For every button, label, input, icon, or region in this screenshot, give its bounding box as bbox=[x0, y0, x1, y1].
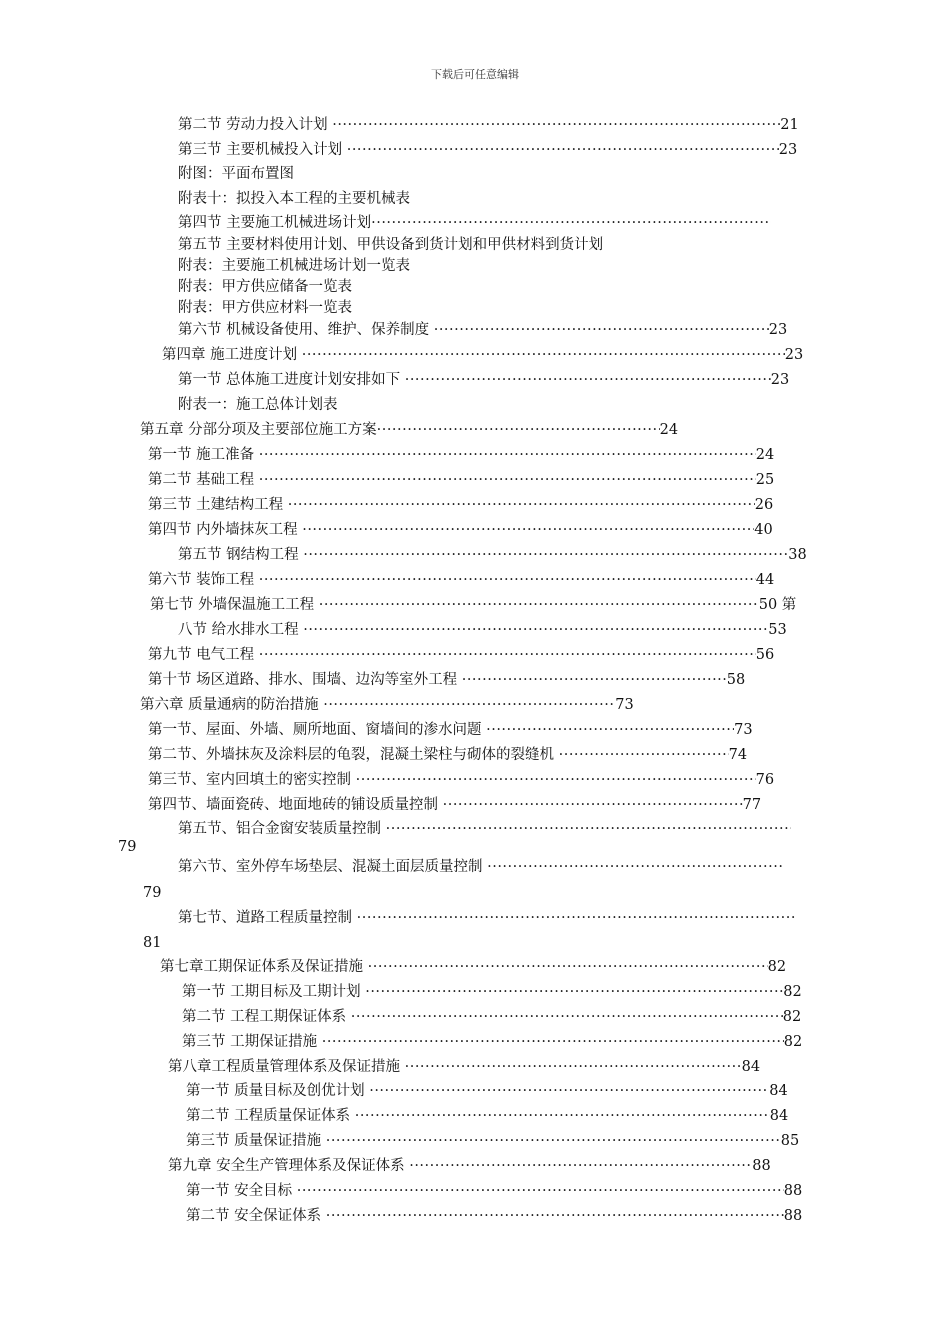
toc-page: 84 bbox=[741, 1059, 761, 1075]
dot-leader bbox=[386, 820, 791, 838]
toc-title: 第二节、外墙抹灰及涂料层的龟裂，混凝土梁柱与砌体的裂缝机 bbox=[148, 747, 559, 763]
toc-page: 73 bbox=[615, 697, 634, 713]
toc-entry bbox=[186, 1182, 802, 1200]
dot-leader bbox=[405, 371, 771, 389]
toc-entry bbox=[178, 909, 797, 927]
toc-page: 84 bbox=[769, 1108, 789, 1124]
toc-entry bbox=[178, 371, 789, 389]
toc-entry bbox=[178, 621, 787, 639]
dot-leader bbox=[319, 596, 759, 614]
toc-title: 第九章 安全生产管理体系及保证体系 bbox=[168, 1158, 410, 1174]
toc-page: 73 bbox=[734, 722, 753, 738]
toc-title: 第一节 安全目标 bbox=[186, 1183, 297, 1199]
dot-leader bbox=[371, 214, 771, 232]
toc-title: 第三节 质量保证措施 bbox=[186, 1133, 326, 1149]
toc-page: 85 bbox=[780, 1133, 800, 1149]
toc-title: 第一节、屋面、外墙、厕所地面、窗墙间的渗水问题 bbox=[148, 722, 487, 738]
toc-page-wrapped: 79 bbox=[143, 885, 162, 901]
toc-page: 84 bbox=[769, 1083, 788, 1099]
toc-page: 23 bbox=[778, 142, 798, 158]
toc-page: 26 bbox=[754, 497, 774, 513]
dot-leader bbox=[302, 346, 785, 364]
dot-leader bbox=[559, 746, 729, 764]
toc-page: 82 bbox=[767, 959, 787, 975]
toc-title: 附表十：拟投入本工程的主要机械表 bbox=[178, 191, 410, 207]
toc-title: 第三节 土建结构工程 bbox=[148, 497, 288, 513]
toc-entry bbox=[148, 671, 745, 689]
toc-page: 77 bbox=[742, 797, 762, 813]
toc-title: 第四章 施工进度计划 bbox=[162, 347, 302, 363]
dot-leader bbox=[332, 116, 780, 134]
toc-title: 第七节、道路工程质量控制 bbox=[178, 910, 357, 926]
toc-entry bbox=[168, 1157, 771, 1175]
toc-entry bbox=[186, 1132, 799, 1150]
dot-leader bbox=[434, 321, 769, 339]
toc-entry bbox=[178, 214, 771, 232]
toc-page: 82 bbox=[782, 1009, 802, 1025]
toc-entry bbox=[148, 571, 774, 589]
toc-title: 第六节 装饰工程 bbox=[148, 572, 259, 588]
dot-leader bbox=[259, 571, 756, 589]
toc-entry bbox=[148, 496, 773, 514]
toc-page: 88 bbox=[752, 1158, 771, 1174]
toc-title: 附表一：施工总体计划表 bbox=[178, 397, 338, 413]
dot-leader bbox=[326, 1207, 784, 1225]
toc-title: 第四节 主要施工机械进场计划 bbox=[178, 215, 372, 231]
toc-entry bbox=[178, 546, 807, 564]
toc-page: 38 bbox=[788, 547, 807, 563]
toc-entry bbox=[148, 446, 774, 464]
toc-page: 25 bbox=[755, 472, 775, 488]
toc-entry bbox=[148, 471, 774, 489]
dot-leader bbox=[259, 446, 756, 464]
toc-page: 24 bbox=[755, 447, 775, 463]
toc-title: 附表：甲方供应材料一览表 bbox=[178, 300, 352, 316]
dot-leader bbox=[351, 1008, 783, 1026]
dot-leader bbox=[323, 696, 615, 714]
dot-leader bbox=[369, 1082, 769, 1100]
dot-leader bbox=[356, 771, 756, 789]
toc-entry bbox=[178, 858, 782, 876]
toc-title: 第五节 钢结构工程 bbox=[178, 547, 304, 563]
toc-page: 76 bbox=[755, 772, 775, 788]
toc-entry bbox=[178, 190, 410, 208]
toc-title: 第二节 劳动力投入计划 bbox=[178, 117, 333, 133]
toc-page: 24 bbox=[659, 422, 679, 438]
toc-entry bbox=[148, 746, 747, 764]
toc-entry bbox=[162, 346, 803, 364]
toc-page: 23 bbox=[784, 347, 804, 363]
toc-title: 第七节 外墙保温施工工程 bbox=[150, 597, 319, 613]
toc-title: 第一节 施工准备 bbox=[148, 447, 259, 463]
toc-title: 第二节 工程工期保证体系 bbox=[182, 1009, 351, 1025]
toc-entry bbox=[178, 278, 352, 296]
toc-title: 第九节 电气工程 bbox=[148, 647, 259, 663]
toc-title: 八节 给水排水工程 bbox=[178, 622, 304, 638]
dot-leader bbox=[303, 546, 788, 564]
dot-leader bbox=[409, 1157, 752, 1175]
page-header: 下载后可任意编辑 bbox=[431, 68, 519, 81]
toc-page: 58 bbox=[726, 672, 746, 688]
toc-entry bbox=[178, 236, 603, 254]
dot-leader bbox=[302, 521, 754, 539]
toc-entry bbox=[150, 596, 796, 614]
toc-entry bbox=[178, 396, 338, 414]
toc-entry bbox=[148, 521, 773, 539]
toc-page: 40 bbox=[754, 522, 773, 538]
toc-entry bbox=[178, 257, 410, 275]
toc-title: 第二节 安全保证体系 bbox=[186, 1208, 326, 1224]
toc-entry bbox=[140, 696, 634, 714]
toc-title: 第三节、室内回填土的密实控制 bbox=[148, 772, 356, 788]
toc-entry bbox=[148, 796, 761, 814]
toc-page: 44 bbox=[755, 572, 775, 588]
toc-title: 附图：平面布置图 bbox=[178, 166, 294, 182]
toc-entry bbox=[178, 299, 352, 317]
toc-entry bbox=[148, 721, 753, 739]
toc-page: 21 bbox=[780, 117, 799, 133]
toc-entry bbox=[148, 771, 774, 789]
toc-entry bbox=[178, 141, 797, 159]
dot-leader bbox=[405, 1058, 742, 1076]
toc-page-wrapped: 79 bbox=[118, 839, 137, 855]
toc-title: 附表：甲方供应储备一览表 bbox=[178, 279, 352, 295]
toc-entry bbox=[182, 1008, 801, 1026]
toc-title: 第四节、墙面瓷砖、地面地砖的铺设质量控制 bbox=[148, 797, 443, 813]
toc-page: 53 bbox=[768, 622, 787, 638]
toc-page: 82 bbox=[783, 984, 802, 1000]
toc-title: 第六节、室外停车场垫层、混凝土面层质量控制 bbox=[178, 859, 488, 875]
dot-leader bbox=[377, 421, 660, 439]
toc-title: 第一节 工期目标及工期计划 bbox=[182, 984, 366, 1000]
toc-entry bbox=[186, 1107, 788, 1125]
toc-title: 第二节 工程质量保证体系 bbox=[186, 1108, 355, 1124]
toc-entry bbox=[140, 421, 678, 439]
toc-page: 50 第 bbox=[758, 597, 797, 613]
toc-entry bbox=[178, 116, 799, 134]
dot-leader bbox=[487, 858, 782, 876]
toc-title: 第二节 基础工程 bbox=[148, 472, 259, 488]
dot-leader bbox=[326, 1132, 781, 1150]
dot-leader bbox=[462, 671, 727, 689]
toc-title: 第三节 工期保证措施 bbox=[182, 1034, 322, 1050]
dot-leader bbox=[443, 796, 743, 814]
dot-leader bbox=[297, 1182, 784, 1200]
toc-title: 第五节、铝合金窗安装质量控制 bbox=[178, 821, 386, 837]
dot-leader bbox=[486, 721, 734, 739]
toc-page: 88 bbox=[783, 1183, 803, 1199]
toc-title: 第三节 主要机械投入计划 bbox=[178, 142, 347, 158]
toc-page: 74 bbox=[728, 747, 748, 763]
toc-entry bbox=[182, 1033, 802, 1051]
dot-leader bbox=[355, 1107, 770, 1125]
toc-title: 第五节 主要材料使用计划、甲供设备到货计划和甲供材料到货计划 bbox=[178, 237, 604, 253]
toc-title: 第十节 场区道路、排水、围墙、边沟等室外工程 bbox=[148, 672, 462, 688]
toc-entry bbox=[148, 646, 774, 664]
toc-title: 第四节 内外墙抹灰工程 bbox=[148, 522, 303, 538]
dot-leader bbox=[288, 496, 755, 514]
toc-page: 56 bbox=[755, 647, 775, 663]
dot-leader bbox=[357, 909, 797, 927]
toc-page: 82 bbox=[783, 1034, 803, 1050]
toc-entry bbox=[182, 983, 802, 1001]
toc-page-wrapped: 81 bbox=[143, 935, 162, 951]
toc-entry bbox=[178, 820, 791, 838]
toc-page: 88 bbox=[783, 1208, 803, 1224]
dot-leader bbox=[368, 958, 768, 976]
dot-leader bbox=[365, 983, 783, 1001]
toc-page: 23 bbox=[768, 322, 788, 338]
toc-entry bbox=[186, 1207, 802, 1225]
toc-entry bbox=[178, 321, 787, 339]
toc-title: 附表：主要施工机械进场计划一览表 bbox=[178, 258, 410, 274]
toc-title: 第七章工期保证体系及保证措施 bbox=[160, 959, 368, 975]
toc-title: 第六节 机械设备使用、维护、保养制度 bbox=[178, 322, 434, 338]
toc-entry bbox=[178, 165, 294, 183]
dot-leader bbox=[259, 646, 756, 664]
dot-leader bbox=[259, 471, 756, 489]
toc-title: 第八章工程质量管理体系及保证措施 bbox=[168, 1059, 405, 1075]
toc-title: 第六章 质量通病的防治措施 bbox=[140, 697, 324, 713]
toc-entry bbox=[160, 958, 786, 976]
toc-title: 第五章 分部分项及主要部位施工方案 bbox=[140, 422, 377, 438]
toc-title: 第一节 总体施工进度计划安排如下 bbox=[178, 372, 405, 388]
toc-title: 第一节 质量目标及创优计划 bbox=[186, 1083, 370, 1099]
dot-leader bbox=[303, 621, 768, 639]
dot-leader bbox=[347, 141, 779, 159]
toc-entry bbox=[186, 1082, 788, 1100]
toc-entry bbox=[168, 1058, 760, 1076]
toc-page: 23 bbox=[770, 372, 790, 388]
dot-leader bbox=[322, 1033, 784, 1051]
